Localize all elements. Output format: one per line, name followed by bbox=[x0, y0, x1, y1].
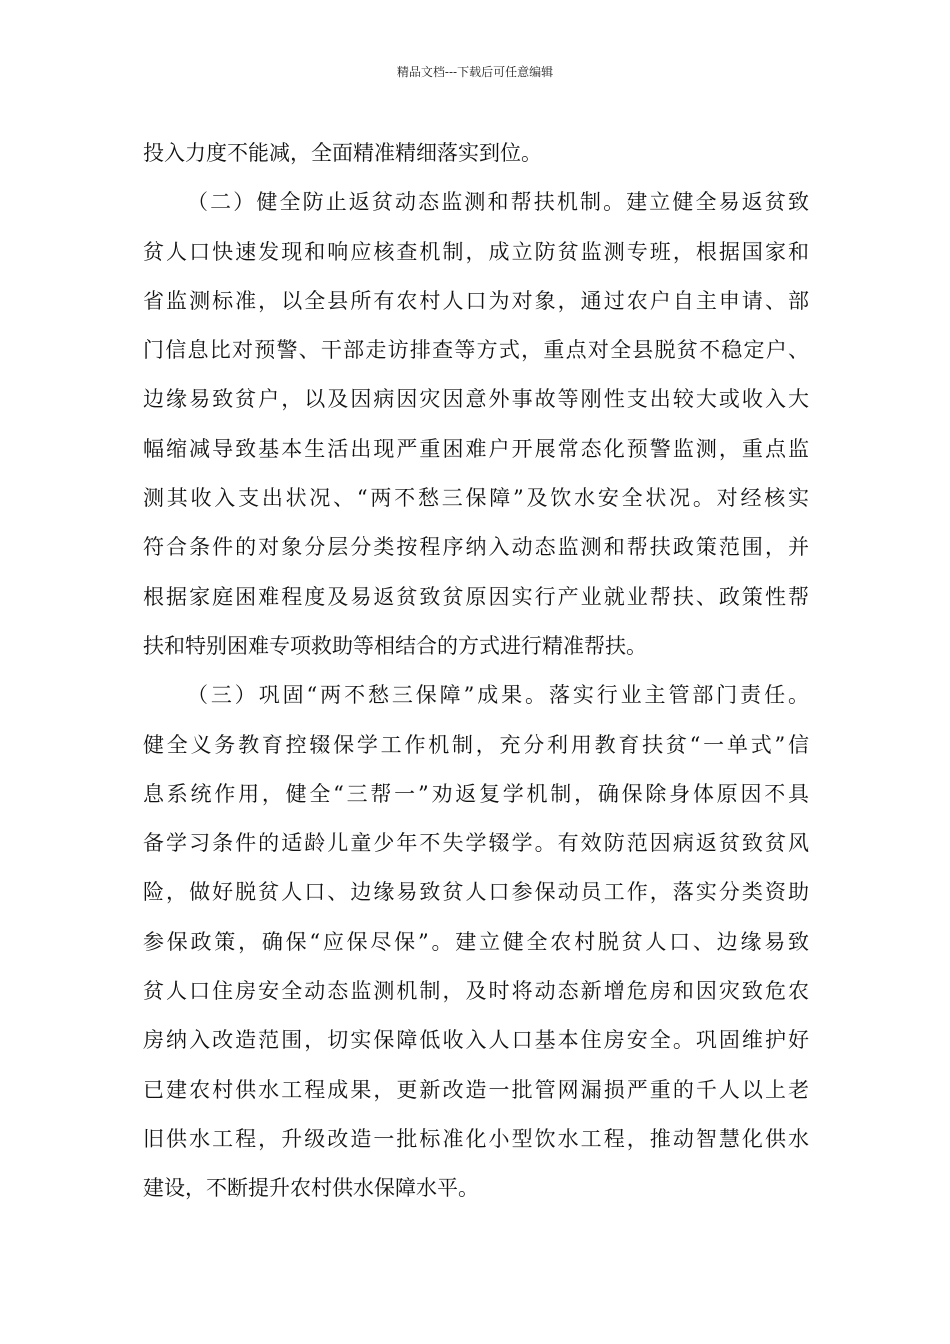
text-line: 建设，不断提升农村供水保障水平。 bbox=[143, 1176, 479, 1201]
text-line: 贫人口快速发现和响应核查机制，成立防贫监测专班，根据国家和 bbox=[143, 239, 809, 264]
text-line: 息系统作用，健全“三帮一”劝返复学机制，确保除身体原因不具 bbox=[143, 781, 809, 806]
text-line: 边缘易致贫户，以及因病因灾因意外事故等刚性支出较大或收入大 bbox=[143, 387, 809, 412]
text-line: 旧供水工程，升级改造一批标准化小型饮水工程，推动智慧化供水 bbox=[143, 1126, 809, 1151]
text-line: 幅缩减导致基本生活出现严重困难户开展常态化预警监测，重点监 bbox=[143, 436, 809, 461]
text-line: 投入力度不能减，全面精准精细落实到位。 bbox=[143, 141, 542, 165]
text-line: 符合条件的对象分层分类按程序纳入动态监测和帮扶政策范围，并 bbox=[143, 535, 809, 560]
text-line: 根据家庭困难程度及易返贫致贫原因实行产业就业帮扶、政策性帮 bbox=[143, 584, 809, 609]
text-line: 扶和特别困难专项救助等相结合的方式进行精准帮扶。 bbox=[143, 633, 647, 658]
text-line: 贫人口住房安全动态监测机制，及时将动态新增危房和因灾致危农 bbox=[143, 979, 809, 1004]
text-line: 省监测标准，以全县所有农村人口为对象，通过农户自主申请、部 bbox=[143, 288, 809, 313]
text-line: 健全义务教育控辍保学工作机制，充分利用教育扶贫“一单式”信 bbox=[143, 732, 809, 757]
text-line: 测其收入支出状况、“两不愁三保障”及饮水安全状况。对经核实 bbox=[143, 486, 809, 511]
page-header: 精品文档---下载后可任意编辑 bbox=[396, 65, 554, 79]
text-line: （三）巩固“两不愁三保障”成果。落实行业主管部门责任。 bbox=[187, 683, 809, 708]
text-line: 参保政策，确保“应保尽保”。建立健全农村脱贫人口、边缘易致 bbox=[143, 929, 809, 954]
document-body bbox=[143, 129, 809, 1214]
text-line: 已建农村供水工程成果，更新改造一批管网漏损严重的千人以上老 bbox=[143, 1077, 809, 1102]
text-line: （二）健全防止返贫动态监测和帮扶机制。建立健全易返贫致 bbox=[187, 190, 809, 215]
text-line: 房纳入改造范围，切实保障低收入人口基本住房安全。巩固维护好 bbox=[143, 1028, 809, 1053]
text-line: 门信息比对预警、干部走访排查等方式，重点对全县脱贫不稳定户、 bbox=[143, 338, 809, 363]
text-line: 备学习条件的适龄儿童少年不失学辍学。有效防范因病返贫致贫风 bbox=[143, 831, 809, 856]
text-line: 险，做好脱贫人口、边缘易致贫人口参保动员工作，落实分类资助 bbox=[143, 880, 809, 905]
